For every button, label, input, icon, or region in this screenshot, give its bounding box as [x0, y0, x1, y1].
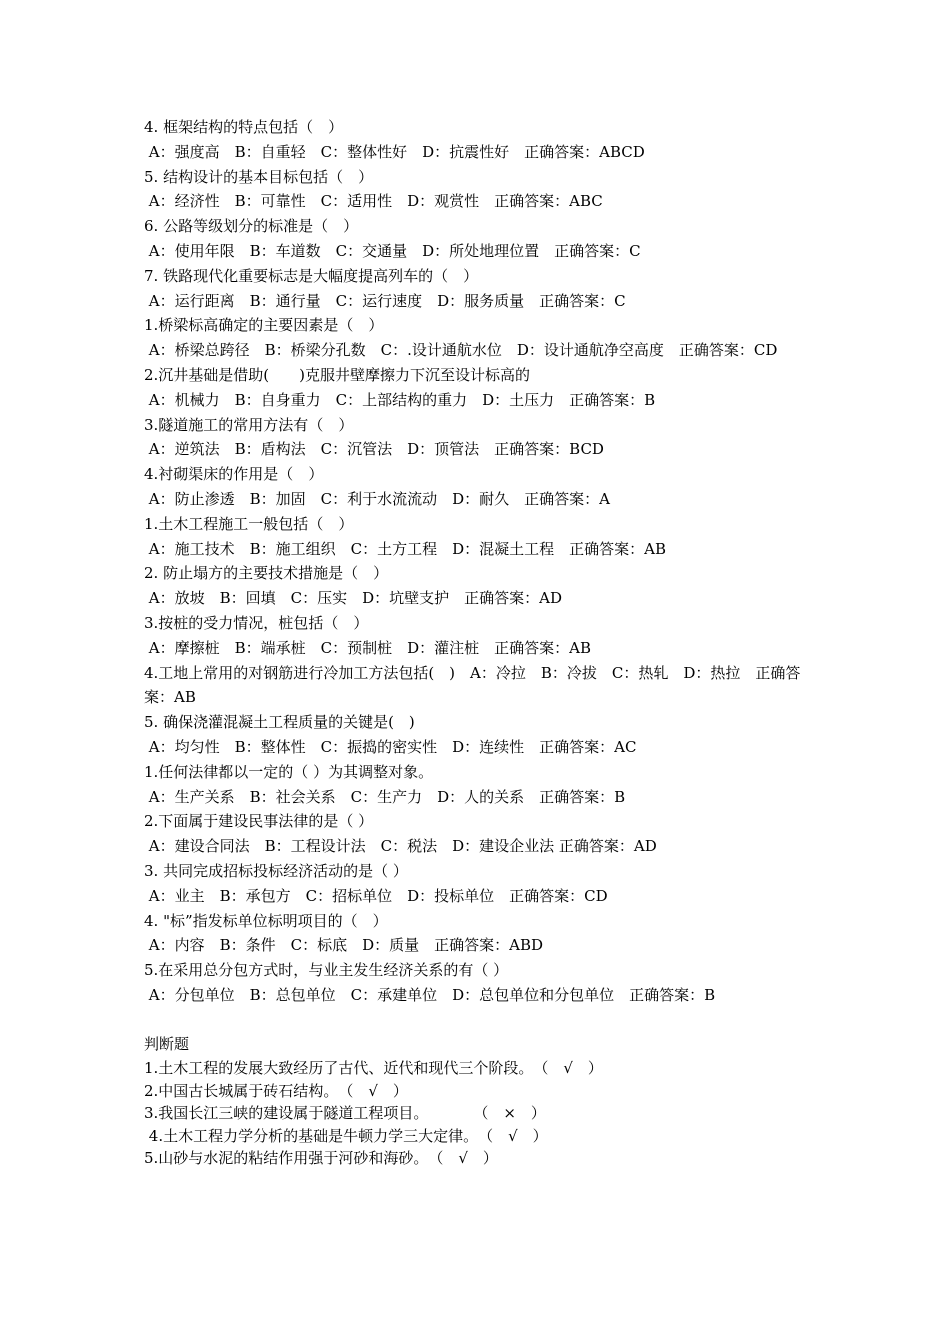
answer-options: A：摩擦桩 B：端承桩 C：预制桩 D：灌注桩 正确答案：AB: [144, 638, 591, 657]
answer-options: A：均匀性 B：整体性 C：振捣的密实性 D：连续性 正确答案：AC: [144, 737, 637, 756]
question-text: 4.衬砌渠床的作用是（ ）: [144, 465, 324, 484]
answer-options: A：机械力 B：自身重力 C：上部结构的重力 D：土压力 正确答案：B: [144, 390, 656, 409]
question-text: 6. 公路等级划分的标准是（ ）: [144, 217, 359, 236]
question-item: [144, 214, 824, 264]
question-item: [144, 958, 824, 1008]
judgement-item: 4.土木工程力学分析的基础是牛顿力学三大定律。 （ √ ）: [144, 1126, 548, 1145]
question-item: [144, 313, 824, 363]
answer-options: A：桥梁总跨径 B：桥梁分孔数 C：.设计通航水位 D：设计通航净空高度 正确答案：CD: [144, 341, 778, 360]
question-text: 4. 框架结构的特点包括（ ）: [144, 118, 344, 136]
question-item: [144, 611, 824, 661]
question-item: [144, 165, 824, 215]
question-text: 1.土木工程施工一般包括（ ）: [144, 514, 354, 533]
question-text: 1.任何法律都以一定的（ ）为其调整对象。: [144, 762, 434, 781]
answer-options: A：逆筑法 B：盾构法 C：沉管法 D：顶管法 正确答案：BCD: [144, 440, 604, 459]
judgement-list: [144, 1057, 824, 1170]
question-item: [144, 264, 824, 314]
answer-options: A：运行距离 B：通行量 C：运行速度 D：服务质量 正确答案：C: [144, 291, 626, 310]
question-text: 2.沉井基础是借助( )克服井壁摩擦力下沉至设计标高的: [144, 365, 531, 384]
question-item: [144, 661, 824, 711]
answer-options: A：放坡 B：回填 C：压实 D：坑壁支护 正确答案：AD: [144, 589, 563, 608]
answer-options: A：分包单位 B：总包单位 C：承建单位 D：总包单位和分包单位 正确答案：B: [144, 985, 716, 1004]
question-item: [144, 909, 824, 959]
question-text: 2. 防止塌方的主要技术措施是（ ）: [144, 564, 389, 583]
answer-options: A：生产关系 B：社会关系 C：生产力 D：人的关系 正确答案：B: [144, 787, 626, 806]
question-item: [144, 512, 824, 562]
judgement-item: 1.土木工程的发展大致经历了古代、近代和现代三个阶段。 （ √ ）: [144, 1059, 603, 1078]
answer-options: A：防止渗透 B：加固 C：利于水流流动 D：耐久 正确答案：A: [144, 489, 610, 508]
question-item: [144, 859, 824, 909]
question-text: 5. 结构设计的基本目标包括（ ）: [144, 167, 374, 186]
question-text: 5. 确保浇灌混凝土工程质量的关键是( ): [144, 713, 415, 732]
answer-options: A：业主 B：承包方 C：招标单位 D：投标单位 正确答案：CD: [144, 886, 608, 905]
question-text: 3. 共同完成招标投标经济活动的是（ ）: [144, 861, 408, 880]
answer-options: A：强度高 B：自重轻 C：整体性好 D：抗震性好 正确答案：ABCD: [144, 142, 645, 161]
judgement-item: 5.山砂与水泥的粘结作用强于河砂和海砂。 （ √ ）: [144, 1149, 498, 1168]
question-item: [144, 561, 824, 611]
question-item: [144, 413, 824, 463]
question-text: 2.下面属于建设民事法律的是（ ）: [144, 812, 374, 831]
answer-options: A：内容 B：条件 C：标底 D：质量 正确答案：ABD: [144, 936, 544, 955]
document-body: [144, 115, 824, 1170]
judgement-item: 2.中国古长城属于砖石结构。 （ √ ）: [144, 1081, 408, 1100]
question-text: 1.桥梁标高确定的主要因素是（ ）: [144, 316, 384, 335]
question-item: [144, 462, 824, 512]
answer-options: A：施工技术 B：施工组织 C：土方工程 D：混凝土工程 正确答案：AB: [144, 539, 666, 558]
answer-options: A：使用年限 B：车道数 C：交通量 D：所处地理位置 正确答案：C: [144, 241, 641, 260]
answer-options: A：建设合同法 B：工程设计法 C：税法 D：建设企业法 正确答案：AD: [144, 837, 657, 856]
question-text: 4.工地上常用的对钢筋进行冷加工方法包括( ) A：冷拉 B：冷拔 C：热轧 D：热拉 正确答案：AB: [144, 663, 801, 707]
question-item: [144, 710, 824, 760]
judgement-item: 3.我国长江三峡的建设属于隧道工程项目。 （ × ）: [144, 1104, 546, 1123]
question-text: 3.按桩的受力情况，桩包括（ ）: [144, 613, 369, 632]
section-spacer: [144, 1008, 824, 1033]
question-item: [144, 363, 824, 413]
question-text: 5.在采用总分包方式时，与业主发生经济关系的有（ ）: [144, 961, 509, 980]
question-text: 3.隧道施工的常用方法有（ ）: [144, 415, 354, 434]
question-item: [144, 760, 824, 810]
question-item: [144, 809, 824, 859]
question-item: [144, 115, 824, 165]
answer-options: A：经济性 B：可靠性 C：适用性 D：观赏性 正确答案：ABC: [144, 192, 603, 211]
question-text: 4. "标”指发标单位标明项目的（ ）: [144, 911, 388, 930]
question-text: 7. 铁路现代化重要标志是大幅度提高列车的（ ）: [144, 266, 479, 285]
section-heading: 判断题: [144, 1035, 190, 1054]
